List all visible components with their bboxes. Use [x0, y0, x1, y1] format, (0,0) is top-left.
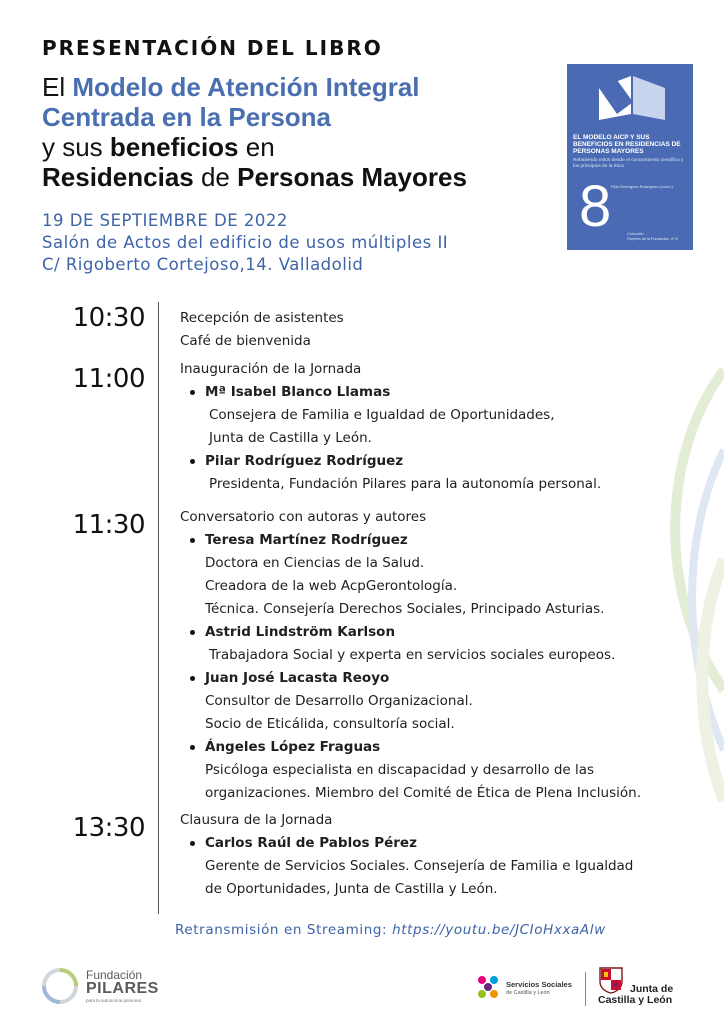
speaker-item — [180, 667, 680, 690]
book-cover-collection: Colección Papeles de la Fundación, nº 8 — [627, 232, 678, 241]
program-block-1330 — [180, 809, 680, 901]
timeline-divider — [158, 302, 159, 914]
program-intro: Clausura de la Jornada — [180, 812, 333, 828]
time-1100: 11:00 — [72, 364, 145, 394]
speaker-desc: de Oportunidades, Junta de Castilla y León. — [205, 881, 498, 897]
speaker-name: Juan José Lacasta Reoyo — [205, 670, 390, 686]
book-cover-emblem — [597, 74, 667, 124]
book-cover-title: EL MODELO AICP Y SUS BENEFICIOS EN RESIDENCIAS DE PERSONAS MAYORES — [573, 134, 681, 155]
speaker-desc: Doctora en Ciencias de la Salud. — [205, 555, 425, 571]
bullet — [190, 390, 195, 395]
program-line: Café de bienvenida — [180, 333, 311, 349]
puzzle-people-icon — [472, 972, 504, 1004]
time-1330: 13:30 — [72, 813, 145, 843]
speaker-desc: Junta de Castilla y León. — [209, 430, 372, 446]
time-1030: 10:30 — [72, 303, 145, 333]
event-date: 19 DE SEPTIEMBRE DE 2022 — [42, 211, 288, 230]
program-block-1130 — [180, 506, 680, 805]
title-line-4: Residencias de Personas Mayores — [42, 162, 467, 192]
fundacion-pilares-ring-icon — [40, 966, 80, 1006]
event-venue: Salón de Actos del edificio de usos múltiples II — [42, 233, 449, 252]
title-line-1: El Modelo de Atención Integral — [42, 72, 420, 102]
speaker-desc: Técnica. Consejería Derechos Sociales, Principado Asturias. — [205, 601, 605, 617]
event-address: C/ Rigoberto Cortejoso,14. Valladolid — [42, 255, 364, 274]
program-block-1100 — [180, 358, 680, 496]
speaker-desc: Consultor de Desarrollo Organizacional. — [205, 693, 473, 709]
bullet — [190, 459, 195, 464]
servicios-sociales-logo: Servicios Sociales de Castilla y León — [472, 972, 582, 1006]
time-1130: 11:30 — [72, 510, 145, 540]
speaker-item — [180, 450, 680, 473]
title-line-2: Centrada en la Persona — [42, 102, 331, 132]
speaker-desc: Creadora de la web AcpGerontología. — [205, 578, 458, 594]
speaker-desc: Consejera de Familia e Igualdad de Oportunidades, — [209, 407, 555, 423]
bullet — [190, 841, 195, 846]
bullet — [190, 745, 195, 750]
book-cover-subtitle: Rebatiendo mitos desde el conocimiento científico y los principios de la ética — [573, 158, 684, 169]
speaker-desc: organizaciones. Miembro del Comité de Ética de Plena Inclusión. — [205, 785, 641, 801]
program-intro: Conversatorio con autoras y autores — [180, 509, 427, 525]
speaker-name: Carlos Raúl de Pablos Pérez — [205, 835, 417, 851]
speaker-desc: Psicóloga especialista en discapacidad y desarrollo de las — [205, 762, 595, 778]
book-cover-image — [567, 64, 693, 250]
speaker-desc: Trabajadora Social y experta en servicios sociales europeos. — [209, 647, 616, 663]
speaker-name: Teresa Martínez Rodríguez — [205, 532, 408, 548]
book-cover-author: Pilar Rodríguez Rodríguez (coord.) — [611, 184, 674, 189]
streaming-link[interactable]: https://youtu.be/JCIoHxxaAlw — [392, 922, 606, 938]
event-info — [42, 210, 448, 276]
book-cover-number: 8 — [579, 174, 612, 239]
speaker-item — [180, 621, 680, 644]
kicker-heading: PRESENTACIÓN DEL LIBRO — [42, 36, 383, 60]
junta-castilla-leon-logo: Junta de Castilla y León — [598, 966, 698, 1010]
title-line-3: y sus beneficios en — [42, 132, 275, 162]
fundacion-pilares-logo: Fundación PILARES para la autonomía personal — [40, 966, 170, 1006]
speaker-desc: Gerente de Servicios Sociales. Consejería de Familia e Igualdad — [205, 858, 634, 874]
speaker-name: Mª Isabel Blanco Llamas — [205, 384, 391, 400]
book-title — [42, 72, 552, 192]
speaker-item — [180, 529, 680, 552]
speaker-name: Astrid Lindström Karlson — [205, 624, 396, 640]
streaming-line — [175, 922, 606, 938]
coat-of-arms-icon — [598, 966, 624, 994]
speaker-name: Ángeles López Fraguas — [205, 739, 381, 755]
footer-separator — [585, 972, 586, 1006]
program-block-1030 — [180, 307, 680, 353]
speaker-item — [180, 832, 680, 855]
speaker-name: Pilar Rodríguez Rodríguez — [205, 453, 404, 469]
speaker-item — [180, 736, 680, 759]
speaker-item — [180, 381, 680, 404]
bullet — [190, 630, 195, 635]
speaker-desc: Presidenta, Fundación Pilares para la autonomía personal. — [209, 476, 602, 492]
bullet — [190, 538, 195, 543]
program-intro: Inauguración de la Jornada — [180, 361, 362, 377]
program-line: Recepción de asistentes — [180, 310, 344, 326]
streaming-label: Retransmisión en Streaming: — [175, 922, 388, 938]
bullet — [190, 676, 195, 681]
speaker-desc: Socio de Eticálida, consultoría social. — [205, 716, 455, 732]
